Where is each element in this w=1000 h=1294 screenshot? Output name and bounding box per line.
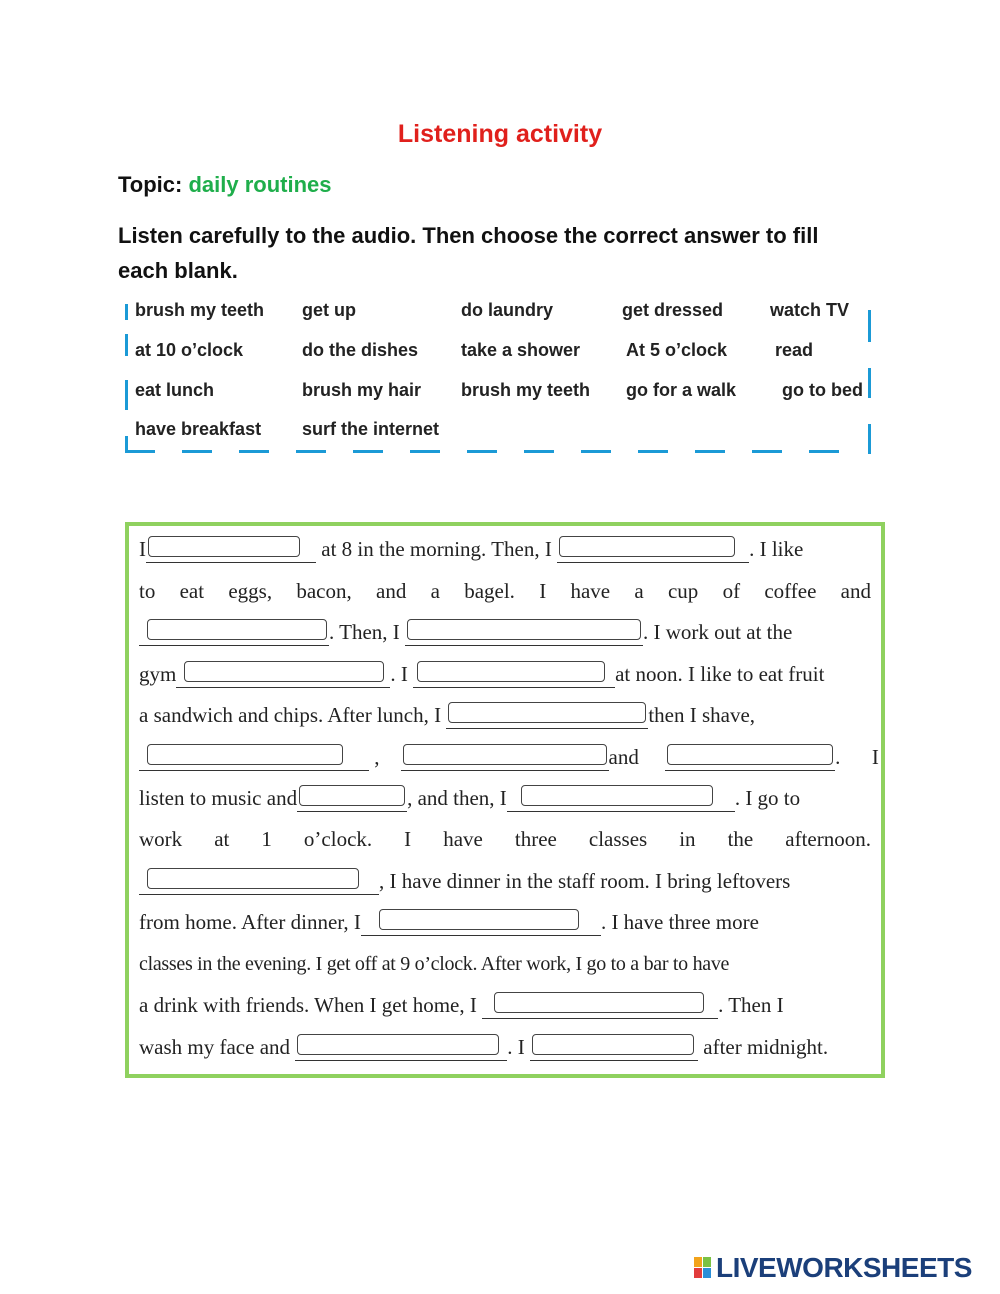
logo-mark-icon [694,1257,712,1279]
word-option[interactable]: brush my hair [302,380,422,400]
bank-dash [695,450,725,453]
bank-dash [524,450,554,453]
passage-line-4: gym . I at noon. I like to eat fruit [139,662,825,686]
word-option[interactable]: have breakfast [135,419,262,439]
word-option[interactable]: At 5 o’clock [626,340,728,360]
answer-blank-5[interactable] [176,661,390,688]
answer-blank-2[interactable] [557,536,749,563]
word-option[interactable]: at 10 o’clock [135,340,244,360]
passage-line-5: a sandwich and chips. After lunch, I then I shave, [139,703,756,727]
passage-line-8: work at 1 o’clock. I have three classes in the afternoon. [139,827,871,851]
word-option[interactable]: brush my teeth [135,300,265,320]
word-option[interactable]: read [775,340,814,360]
topic-line [118,172,332,198]
answer-blank-15[interactable] [482,992,718,1019]
page-title: Listening activity [397,120,603,148]
passage-line-3: . Then, I . I work out at the [139,612,871,653]
passage-line-6: , and . I [139,737,871,778]
logo-text: LIVEWORKSHEETS [716,1252,972,1283]
answer-blank-11[interactable] [297,785,407,812]
answer-blank-4[interactable] [405,619,643,646]
word-option[interactable]: do laundry [461,300,554,320]
word-option[interactable]: go to bed [782,380,863,400]
word-option[interactable]: brush my teeth [461,380,591,400]
passage-line-7: listen to music and , and then, I . I go to [139,786,801,810]
word-bank [120,290,875,460]
word-option[interactable]: surf the internet [302,419,440,439]
instructions: Listen carefully to the audio. Then choose the correct answer to fill each blank. [118,223,819,283]
topic-label: Topic: [118,172,183,197]
bank-dash [182,450,212,453]
bank-left-mark [125,304,128,320]
bank-left-mark [125,334,128,356]
answer-blank-14[interactable] [361,909,601,936]
word-option[interactable]: go for a walk [626,380,737,400]
bank-dash [638,450,668,453]
bank-dash [239,450,269,453]
passage-line-13: wash my face and . I after midnight. [139,1035,829,1059]
bank-dash [809,450,839,453]
liveworksheets-logo [694,1252,972,1284]
topic-value: daily routines [188,172,332,197]
bank-dash [125,450,155,453]
answer-blank-17[interactable] [530,1034,698,1061]
bank-left-mark [125,380,128,410]
answer-blank-6[interactable] [413,661,615,688]
passage-line-11: classes in the evening. I get off at 9 o’clock. After work, I go to a bar to have [139,953,730,975]
word-option[interactable]: eat lunch [135,380,215,400]
answer-blank-8[interactable] [139,744,369,771]
bank-dash [410,450,440,453]
word-option[interactable]: get up [302,300,356,320]
word-option[interactable]: take a shower [461,340,581,360]
word-option[interactable]: get dressed [622,300,724,320]
bank-right-mark [868,368,871,398]
answer-blank-9[interactable] [401,744,609,771]
bank-right-mark [868,310,871,342]
passage-line-2: to eat eggs, bacon, and a bagel. I have a cup of coffee and [139,579,871,603]
word-option[interactable]: do the dishes [302,340,419,360]
passage-line-1: I at 8 in the morning. Then, I . I like [139,537,804,561]
word-option[interactable]: watch TV [770,300,850,320]
bank-dash [467,450,497,453]
passage-line-10: from home. After dinner, I . I have three more [139,910,759,934]
bank-right-mark [868,424,871,454]
passage-line-9: , I have dinner in the staff room. I bring leftovers [139,861,871,902]
bank-dash [353,450,383,453]
answer-blank-12[interactable] [507,785,735,812]
bank-dash [581,450,611,453]
bank-dash [296,450,326,453]
answer-blank-10[interactable] [665,744,835,771]
bank-dash [752,450,782,453]
answer-blank-1[interactable] [146,536,316,563]
answer-blank-7[interactable] [446,702,648,729]
passage-box [125,522,885,1078]
answer-blank-16[interactable] [295,1034,507,1061]
answer-blank-13[interactable] [139,868,379,895]
passage-line-12: a drink with friends. When I get home, I . Then I [139,993,784,1017]
answer-blank-3[interactable] [139,619,329,646]
